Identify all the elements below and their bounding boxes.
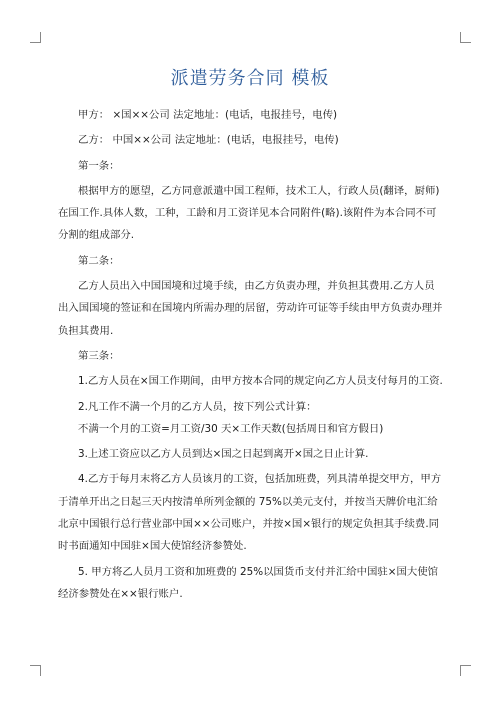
party-b-line: 乙方： 中国××公司 法定地址：(电话，电报挂号，电传): [78, 134, 339, 147]
clause-paragraph: 5. 甲方将乙人员月工资和加班费的 25%以国货币支付并汇给中国驻×国大使馆经济参赞处在××银行账户.: [58, 565, 439, 600]
clause-paragraph: 4.乙方于每月末将乙方人员该月的工资，包括加班费，列具清单提交甲方，甲方于清单开出之日起三天内按清单所列金额的 75%以美元支付，并按当天牌价电汇给北京中国银行总行营业部中国××公司账户，并按×国×银行的规定负担其手续费.同时书面通知中国驻×国大使馆经济参赞处.: [58, 473, 442, 553]
clause-paragraph: 2.凡工作不满一个月的乙方人员，按下列公式计算：: [78, 400, 317, 413]
crop-mark-top-right: [460, 32, 471, 43]
article-heading: 第三条：: [78, 349, 120, 362]
crop-mark-bottom-left: [30, 665, 41, 676]
article-paragraph: 乙方人员出入中国国境和过境手续，由乙方负责办理，并负担其费用.乙方人员出入国国境的签证和在国境内所需办理的居留，劳动许可证等手续由甲方负责办理并负担其费用.: [58, 280, 443, 337]
crop-mark-top-left: [30, 32, 41, 43]
document-body: [58, 104, 444, 605]
crop-mark-bottom-right: [460, 665, 471, 676]
article-paragraph: 根据甲方的愿望，乙方同意派遣中国工程师，技术工人，行政人员(翻译，厨师)在国工作.具体人数，工种，工龄和月工资详见本合同附件(略).该附件为本合同不可分割的组成部分.: [58, 184, 440, 242]
clause-paragraph: 1.乙方人员在×国工作期间，由甲方按本合同的规定向乙方人员支付每月的工资.: [78, 375, 443, 388]
formula-paragraph: 不满一个月的工资=月工资/30 天×工作天数(包括周日和官方假日): [78, 422, 384, 435]
document-title: 派遣劳务合同 模板: [170, 68, 330, 89]
clause-paragraph: 3.上述工资应以乙方人员到达×国之日起到离开×国之日止计算.: [78, 448, 369, 461]
party-a-line: 甲方： ×国××公司 法定地址：(电话，电报挂号，电传): [78, 109, 338, 121]
article-heading: 第一条：: [78, 159, 120, 172]
article-heading: 第二条：: [78, 254, 120, 267]
